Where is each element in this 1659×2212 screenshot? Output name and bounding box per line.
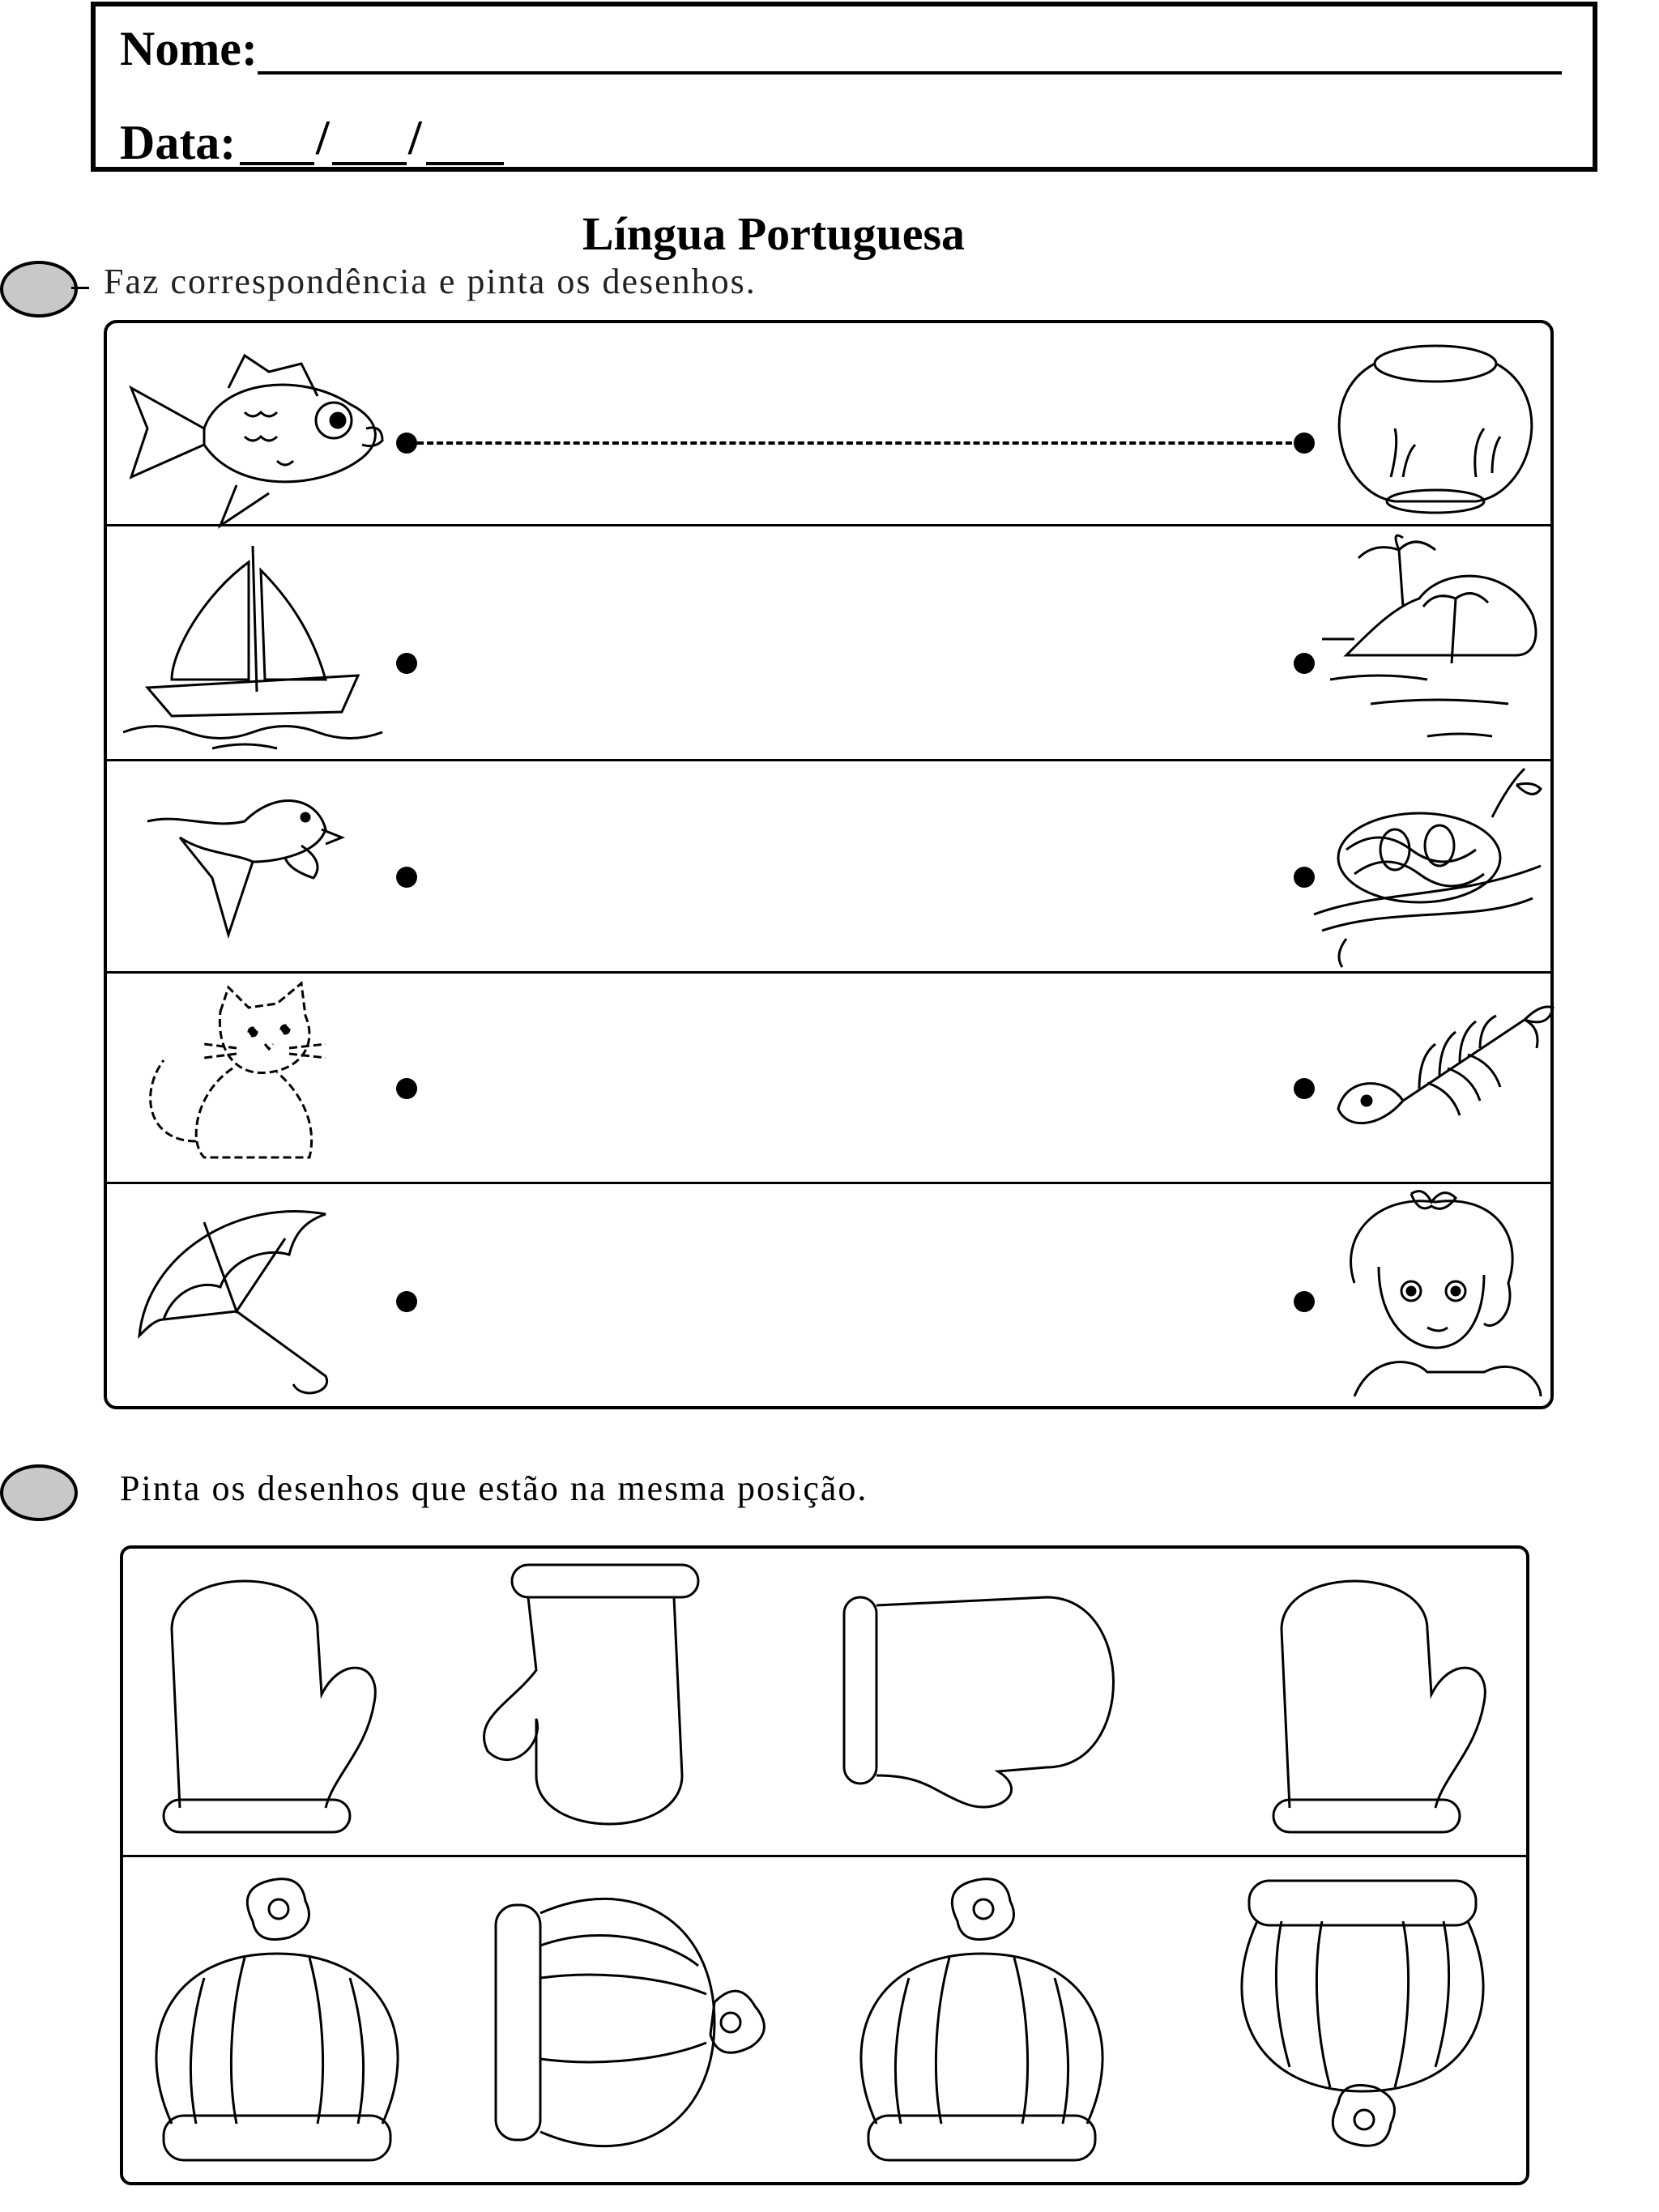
match-dot-right[interactable] bbox=[1294, 653, 1315, 674]
bird-icon[interactable] bbox=[115, 773, 407, 967]
row-divider bbox=[123, 1855, 1526, 1857]
hat-upright-icon[interactable] bbox=[139, 1873, 415, 2172]
exercise-1-bullet bbox=[0, 261, 78, 318]
date-separator: / bbox=[408, 111, 422, 164]
name-field[interactable] bbox=[258, 71, 1562, 75]
fishbowl-icon[interactable] bbox=[1330, 331, 1541, 522]
student-info-box bbox=[91, 2, 1597, 172]
mitten-sideways-icon[interactable] bbox=[836, 1573, 1144, 1816]
match-dot-right[interactable] bbox=[1294, 1291, 1315, 1312]
name-label: Nome: bbox=[120, 22, 258, 75]
bullet-dash bbox=[71, 287, 89, 289]
island-icon[interactable] bbox=[1322, 534, 1549, 752]
match-dot-left[interactable] bbox=[396, 653, 417, 674]
mitten-upside-down-icon[interactable] bbox=[471, 1557, 714, 1840]
fishbone-icon[interactable] bbox=[1322, 987, 1557, 1174]
match-dot-right[interactable] bbox=[1294, 1078, 1315, 1099]
date-day-field[interactable] bbox=[240, 162, 314, 165]
exercise-2-bullet bbox=[0, 1464, 78, 1521]
date-year-field[interactable] bbox=[426, 162, 504, 165]
umbrella-icon[interactable] bbox=[115, 1190, 407, 1400]
page-title: Língua Portuguesa bbox=[582, 207, 966, 260]
mitten-upright-icon[interactable] bbox=[147, 1565, 390, 1840]
hat-upright-icon[interactable] bbox=[844, 1873, 1120, 2172]
match-dot-left[interactable] bbox=[396, 1291, 417, 1312]
hat-sideways-icon[interactable] bbox=[488, 1889, 763, 2164]
match-dot-right[interactable] bbox=[1294, 433, 1315, 454]
matching-exercise-box bbox=[104, 320, 1554, 1409]
example-connection-line bbox=[417, 441, 1292, 445]
hat-upside-down-icon[interactable] bbox=[1225, 1873, 1500, 2172]
sailboat-icon[interactable] bbox=[115, 538, 407, 752]
date-separator: / bbox=[316, 111, 330, 164]
row-divider bbox=[107, 971, 1550, 974]
match-dot-left[interactable] bbox=[396, 867, 417, 888]
mitten-upright-icon[interactable] bbox=[1257, 1565, 1500, 1840]
match-dot-left[interactable] bbox=[396, 1078, 417, 1099]
same-position-exercise-box bbox=[120, 1545, 1529, 2185]
date-label: Data: bbox=[120, 116, 237, 169]
match-dot-left[interactable] bbox=[396, 433, 417, 454]
exercise-2-instruction: Pinta os desenhos que estão na mesma posição. bbox=[120, 1468, 868, 1508]
girl-icon[interactable] bbox=[1322, 1186, 1549, 1404]
cat-icon[interactable] bbox=[115, 979, 407, 1178]
date-month-field[interactable] bbox=[332, 162, 407, 165]
fish-icon[interactable] bbox=[115, 339, 407, 526]
exercise-1-instruction: Faz correspondência e pinta os desenhos. bbox=[104, 262, 757, 301]
row-divider bbox=[107, 1182, 1550, 1184]
nest-icon[interactable] bbox=[1298, 761, 1557, 967]
